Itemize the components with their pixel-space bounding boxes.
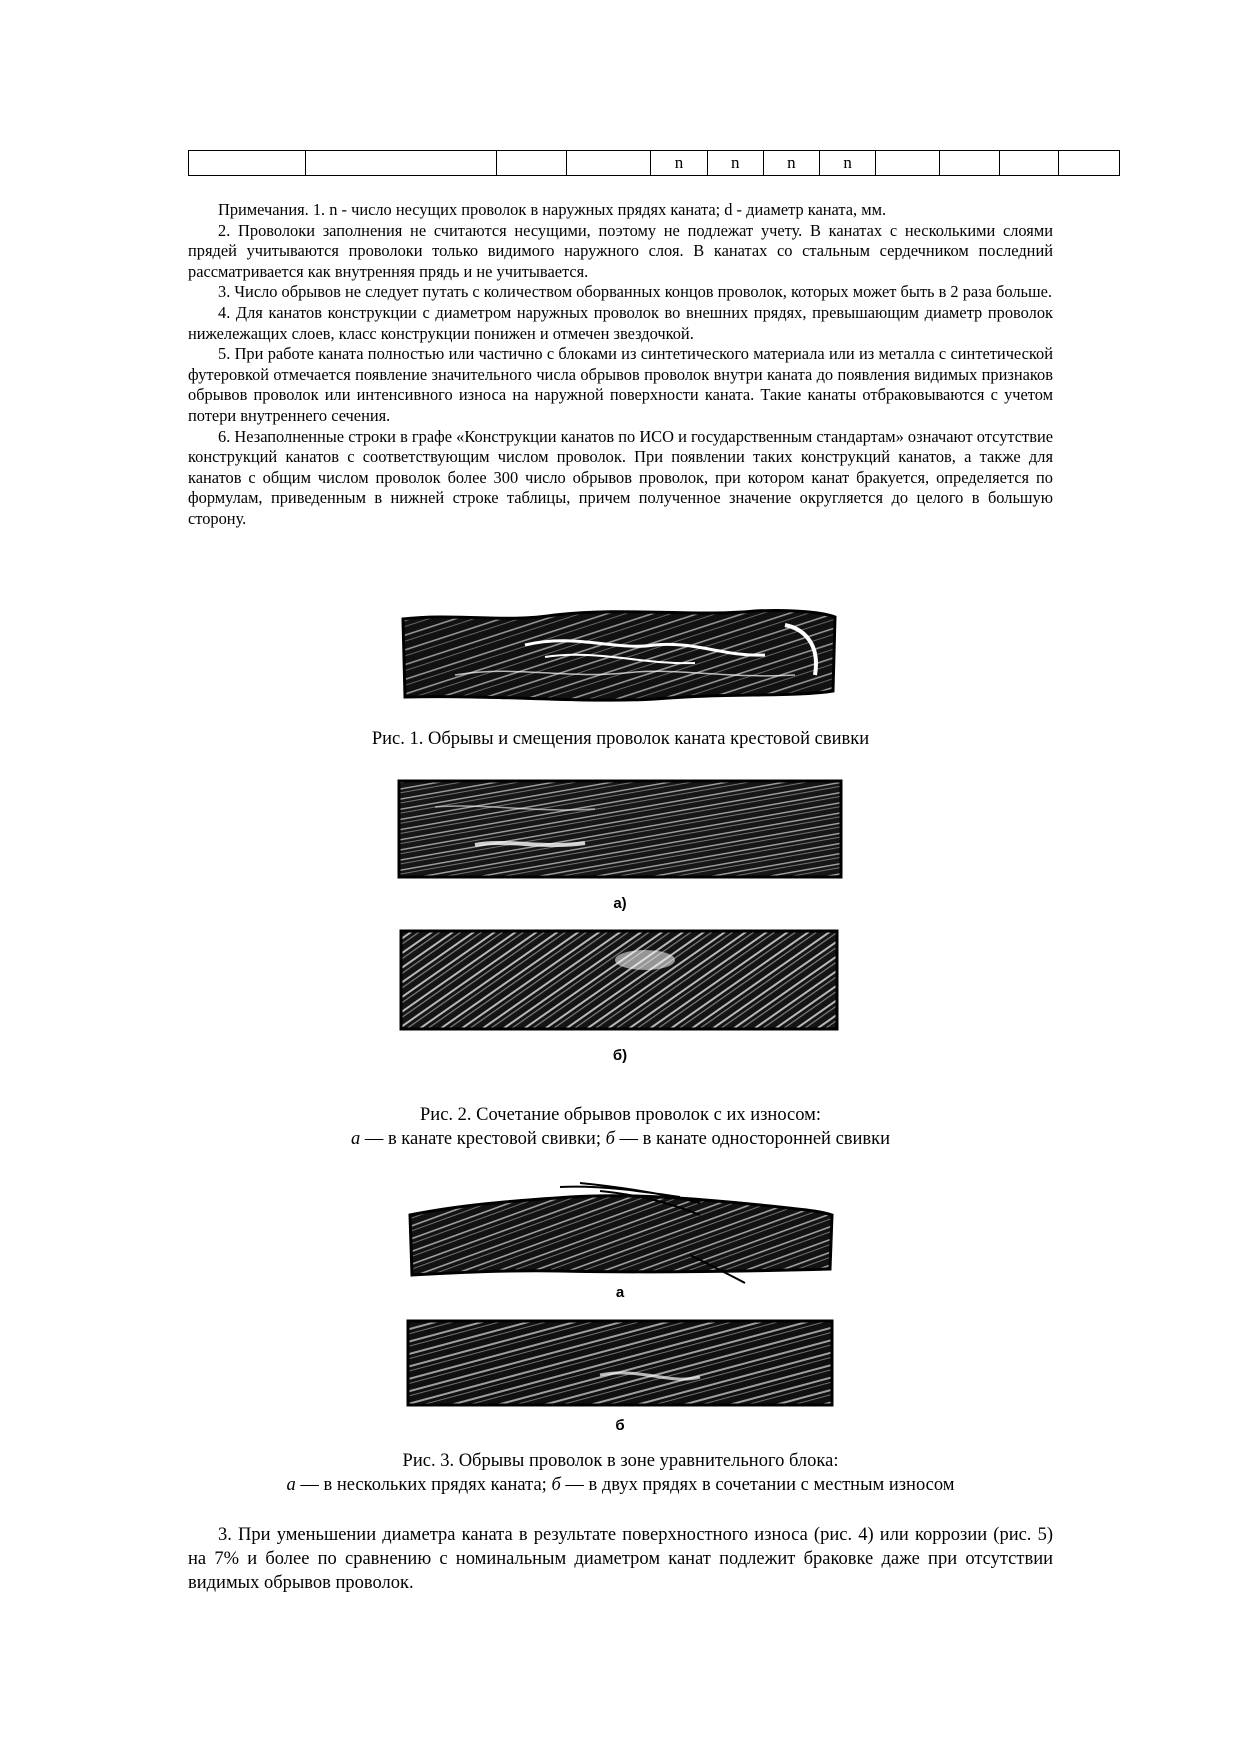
note-4: 4. Для канатов конструкции с диаметром наружных проволок во внешних прядях, превышающим диаметр проволок нижележащих слоев, класс конструкции понижен и отмечен звездочкой.: [188, 302, 1053, 343]
figure-2-caption-legend: [188, 1127, 1053, 1151]
figure-3a-label: а: [615, 1284, 625, 1301]
figure-3-caption-title: Рис. 3. Обрывы проволок в зоне уравнительного блока:: [402, 1451, 839, 1471]
rope-image-breaks-two-strands-wear: [400, 1315, 840, 1410]
table-cell: n: [819, 151, 875, 176]
note-1: Примечания. 1. n - число несущих проволок в наружных прядях каната; d - диаметр каната, мм.: [218, 200, 887, 219]
caption-letter-a: а: [286, 1475, 296, 1495]
figure-3-caption: [188, 1449, 1053, 1497]
table-cell: [496, 151, 566, 176]
rope-image-cross-lay-breaks: [395, 605, 845, 705]
note-5: 5. При работе каната полностью или частично с блоками из синтетического материала или из металла с синтетической футеровкой отмечается появление значительного числа обрывов проволок внутри каната до появления видимых признаков обрывов проволок или интенсивного износа на наружной поверхности каната. Такие канаты отбраковываются с учетом потери внутреннего сечения.: [188, 344, 1053, 425]
note-3: 3. Число обрывов не следует путать с количеством оборванных концов проволок, которых может быть в 2 раза больше.: [218, 282, 1052, 302]
table-cell: [189, 151, 306, 176]
figure-3b: [0, 1315, 1240, 1410]
figure-3-caption-legend: [188, 1473, 1053, 1497]
table-cell: [999, 151, 1058, 176]
figure-2-caption-title: Рис. 2. Сочетание обрывов проволок с их износом:: [420, 1105, 821, 1125]
figure-1: [0, 605, 1240, 705]
table-cell: [306, 151, 497, 176]
caption-text-b: — в канате односторонней свивки: [614, 1129, 891, 1149]
table-cell: n: [651, 151, 707, 176]
table-cell: n: [707, 151, 763, 176]
caption-letter-a: а: [350, 1129, 361, 1149]
figure-2b-label-wrap: [0, 1047, 1240, 1065]
caption-text-a: — в нескольких прядях каната;: [295, 1475, 552, 1495]
figure-3a: [0, 1175, 1240, 1285]
table-cell: [876, 151, 940, 176]
wire-break-table: [188, 150, 1120, 176]
table-cell: [1058, 151, 1119, 176]
notes-block: [188, 200, 1053, 530]
figure-2-caption: [188, 1103, 1053, 1151]
table-cell: [567, 151, 651, 176]
figure-3b-label: б: [615, 1417, 625, 1434]
rope-image-lang-lay-wear: [395, 925, 845, 1035]
caption-text-a: — в канате крестовой свивки;: [360, 1129, 606, 1149]
caption-letter-b: б: [551, 1475, 561, 1495]
paragraph-3: 3. При уменьшении диаметра каната в результате поверхностного износа (рис. 4) или коррозии (рис. 5) на 7% и более по сравнению с номинальным диаметром канат подлежит браковке даже при отсутствии видимых обрывов проволок.: [188, 1525, 1053, 1593]
figure-2b: [0, 925, 1240, 1035]
table-row: [189, 151, 1120, 176]
caption-letter-b: б: [605, 1129, 615, 1149]
table-cell: [940, 151, 999, 176]
figure-2a-label: а): [613, 895, 627, 912]
figure-1-caption: Рис. 1. Обрывы и смещения проволок каната крестовой свивки: [371, 729, 870, 749]
table-cell: n: [763, 151, 819, 176]
figure-2a: [0, 777, 1240, 882]
table-fragment: [188, 150, 1120, 176]
figure-2a-label-wrap: [0, 895, 1240, 913]
note-2: 2. Проволоки заполнения не считаются несущими, поэтому не подлежат учету. В канатах с несколькими слоями прядей учитываются проволоки только видимого наружного слоя. В канатах со стальным сердечником последний рассматривается как внутренняя прядь и не учитывается.: [188, 220, 1053, 281]
caption-text-b: — в двух прядях в сочетании с местным износом: [560, 1475, 955, 1495]
rope-image-cross-lay-wear: [395, 777, 845, 882]
figure-2b-label: б): [612, 1047, 628, 1064]
figure-3a-label-wrap: [0, 1284, 1240, 1302]
rope-image-breaks-several-strands: [400, 1175, 840, 1285]
note-6: 6. Незаполненные строки в графе «Конструкции канатов по ИСО и государственным стандартам» означают отсутствие конструкций канатов с соответствующим числом проволок. При появлении таких конструкций канатов, а также для канатов с общим числом проволок более 300 число обрывов проволок, при котором канат бракуется, определяется по формулам, приведенным в нижней строке таблицы, причем полученное значение округляется до целого в большую сторону.: [188, 426, 1053, 528]
figure-3b-label-wrap: [0, 1417, 1240, 1435]
